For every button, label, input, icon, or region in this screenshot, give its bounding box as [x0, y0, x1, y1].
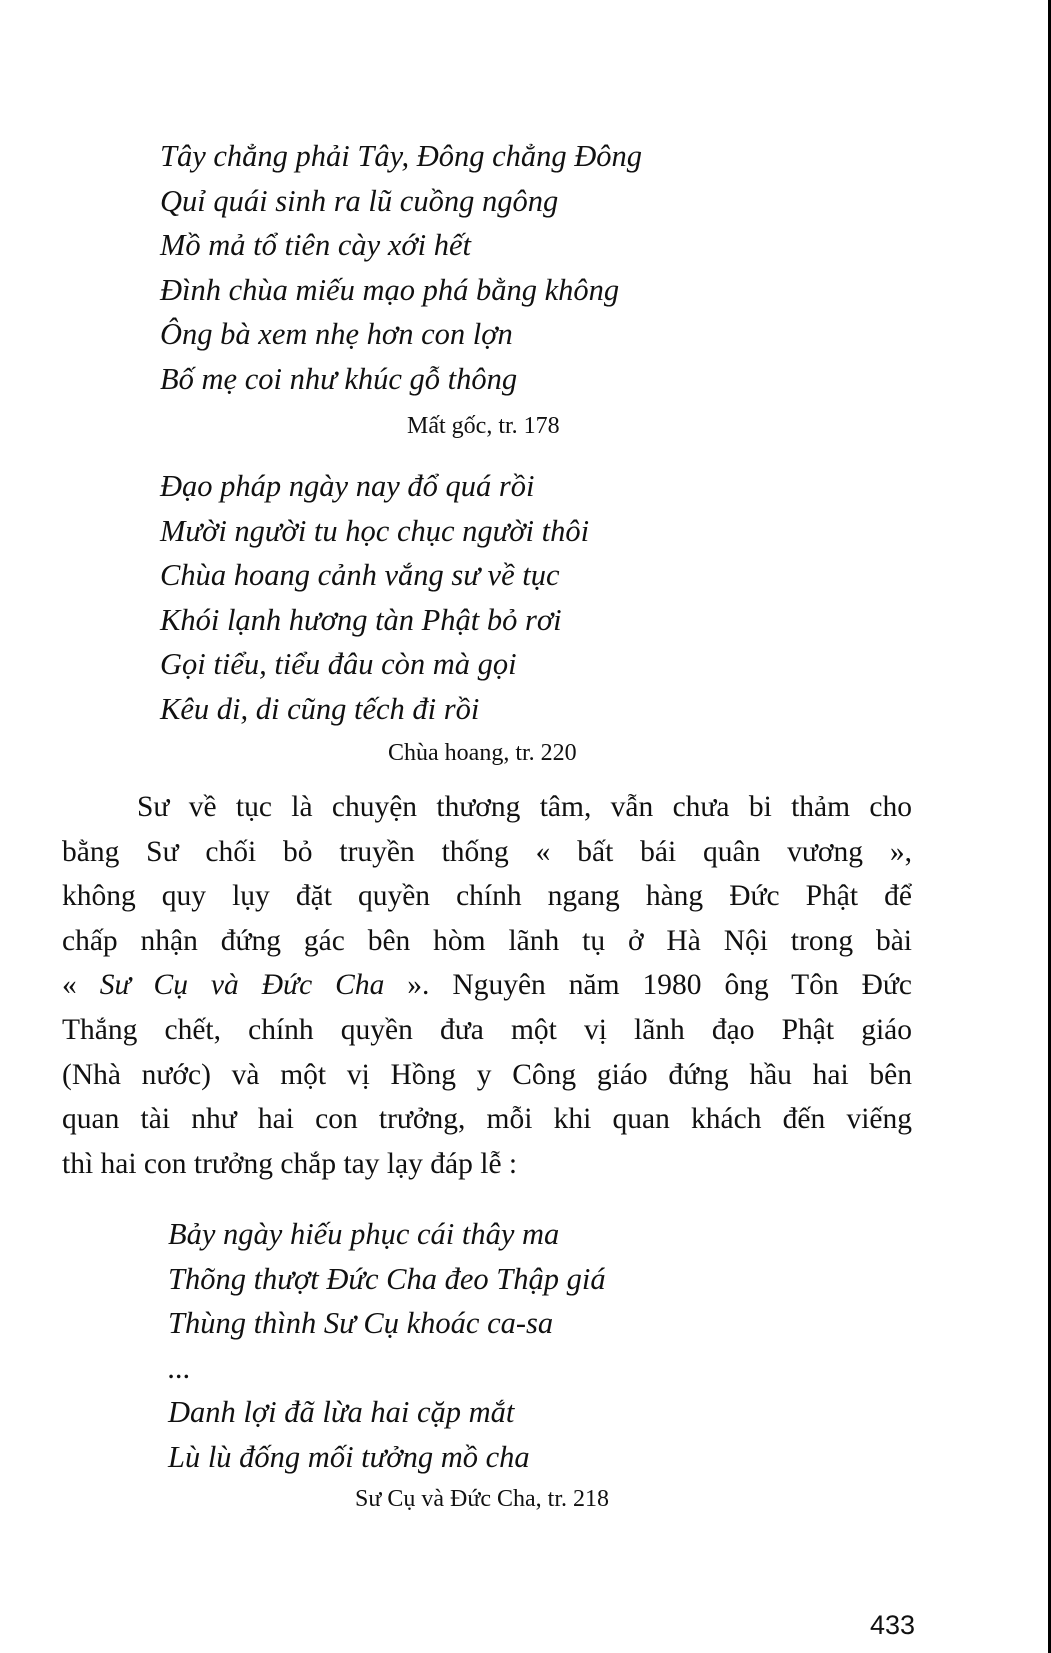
poem-citation: Mất gốc, tr. 178 [407, 413, 560, 439]
verse-line: Ông bà xem nhẹ hơn con lợn [160, 317, 513, 351]
poem-stanza-chua-hoang [160, 464, 589, 731]
paragraph-line: Sư về tục là chuyện thương tâm, vẫn chưa bi thảm cho [137, 791, 912, 823]
poem-stanza-mat-goc [160, 134, 642, 401]
paragraph-line: thì hai con trưởng chắp tay lạy đáp lễ : [62, 1147, 518, 1180]
verse-line: Thõng thượt Đức Cha đeo Thập giá [168, 1261, 606, 1296]
poem-citation: Sư Cụ và Đức Cha, tr. 218 [355, 1486, 610, 1512]
verse-line: Kêu di, di cũng tếch đi rồi [160, 691, 480, 726]
poem-title: Sư Cụ và Đức Cha [99, 969, 385, 1002]
paragraph-line: chấp nhận đứng gác bên hòm lãnh tụ ở Hà Nội trong bài [62, 924, 912, 957]
paragraph-line-with-title [62, 963, 912, 1008]
paragraph-line: quan tài như hai con trưởng, mỗi khi quan khách đến viếng [62, 1103, 912, 1136]
paragraph-line: (Nhà nước) và một vị Hồng y Công giáo đứng hầu hai bên [62, 1058, 912, 1091]
verse-line: Tây chẳng phải Tây, Đông chẳng Đông [160, 139, 643, 173]
verse-line: Khói lạnh hương tàn Phật bỏ rơi [160, 602, 562, 637]
poem-citation: Chùa hoang, tr. 220 [388, 740, 577, 766]
verse-line: Quỉ quái sinh ra lũ cuồng ngông [160, 183, 559, 218]
verse-line: Danh lợi đã lừa hai cặp mắt [168, 1395, 515, 1429]
verse-line: Mồ mả tổ tiên cày xới hết [160, 228, 472, 262]
paragraph-line: Thắng chết, chính quyền đưa một vị lãnh đạo Phật giáo [62, 1013, 912, 1046]
verse-ellipsis: ... [168, 1350, 191, 1385]
verse-line: Bố mẹ coi như khúc gỗ thông [160, 361, 518, 396]
body-paragraph [62, 785, 912, 1186]
verse-line: Đình chùa miếu mạo phá bằng không [160, 272, 620, 307]
page-number: 433 [870, 1610, 916, 1640]
verse-line: Mười người tu học chục người thôi [160, 513, 590, 548]
open-quote: « [62, 969, 100, 1002]
verse-line: Đạo pháp ngày nay đổ quá rồi [160, 469, 535, 503]
verse-line: Thùng thình Sư Cụ khoác ca-sa [168, 1306, 554, 1340]
verse-line: Lù lù đống mối tưởng mồ cha [168, 1439, 530, 1474]
paragraph-line: không quy lụy đặt quyền chính ngang hàng Đức Phật để [62, 880, 912, 913]
verse-line: Gọi tiểu, tiểu đâu còn mà gọi [160, 647, 517, 681]
paragraph-text: ». Nguyên năm 1980 ông Tôn Đức [384, 969, 913, 1002]
paragraph-line: bằng Sư chối bỏ truyền thống « bất bái quân vương », [62, 835, 912, 868]
verse-line: Chùa hoang cảnh vắng sư về tục [160, 558, 560, 592]
verse-line: Bảy ngày hiếu phục cái thây ma [168, 1217, 560, 1251]
poem-stanza-su-cu-va-duc-cha [168, 1212, 606, 1479]
